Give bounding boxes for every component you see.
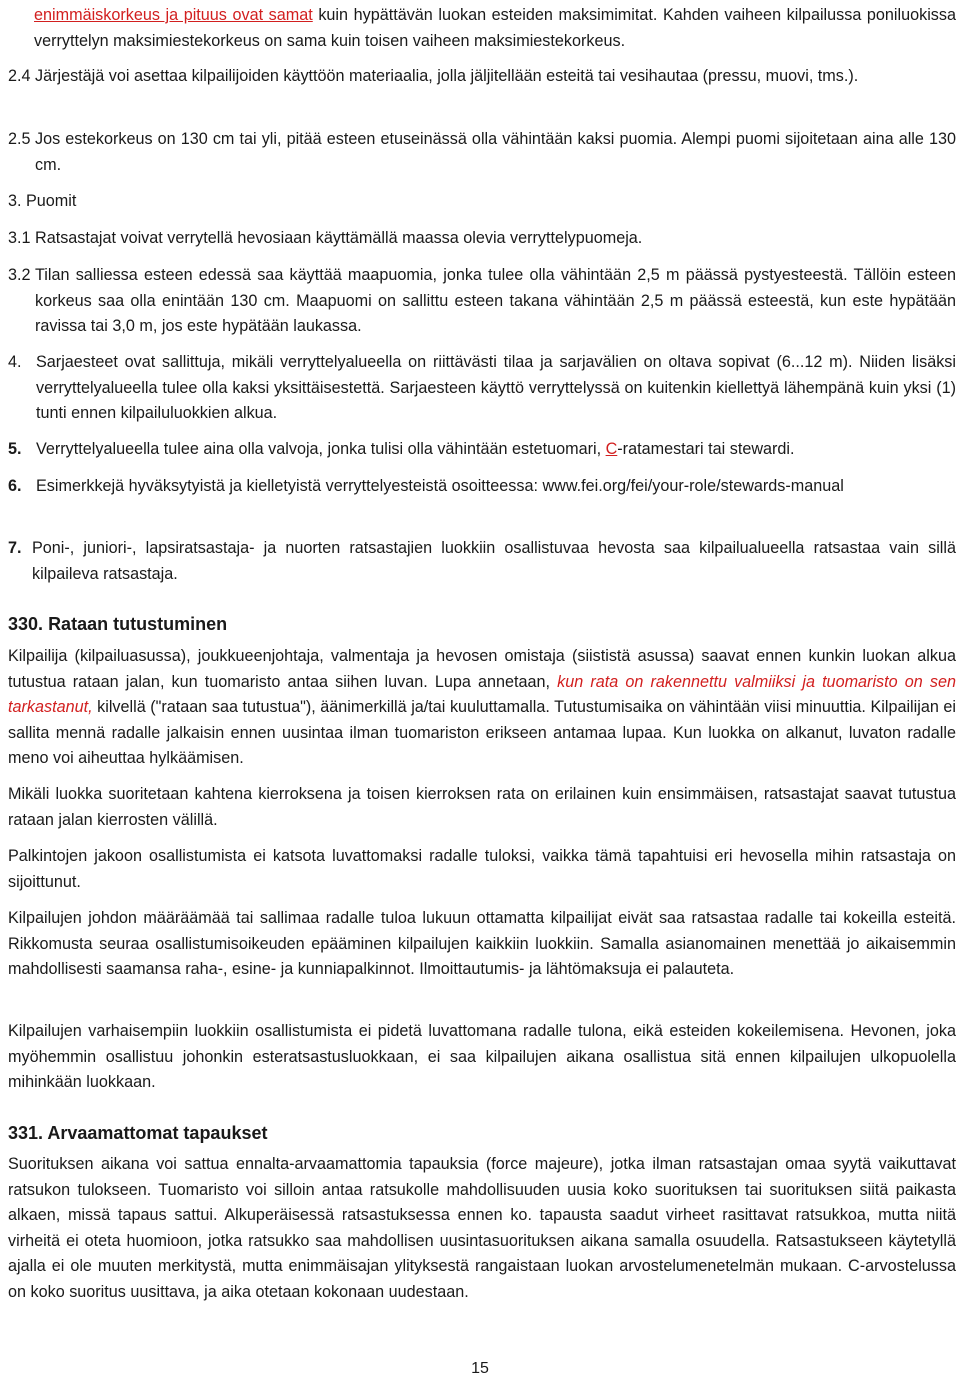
item-7: 7. Poni-, juniori-, lapsiratsastaja- ja nuorten ratsastajien luokkiin osallistuvaa hevosta saa kilpailualueella ratsastaa vain sillä kilpaileva ratsastaja. [8, 539, 956, 583]
paragraph-top: enimmäiskorkeus ja pituus ovat samat kuin hypättävän luokan esteiden maksimimitat. Kahden vaiheen kilpailussa poniluokissa verryttelyn maksimiestekorkeus on sama kuin toisen vaiheen maksimiestekorkeus. [34, 6, 956, 50]
s330-paragraph-2: Mikäli luokka suoritetaan kahtena kierroksena ja toisen kierroksen rata on erilainen kuin ensimmäisen, ratsastajat saavat tutustua rataan jalan kierrosten välillä. [8, 785, 956, 829]
s330-paragraph-3: Palkintojen jakoon osallistumista ei katsota luvattomaksi radalle tuloksi, vaikka tämä tapahtuisi eri hevosella mihin ratsastaja on sijoittunut. [8, 847, 956, 891]
section-331-heading: 331. Arvaamattomat tapaukset [8, 1123, 268, 1143]
red-italic-text: kun rata on rakennettu valmiiksi ja tuomaristo on sen tarkastanut, [8, 672, 956, 716]
red-c-letter: C [605, 440, 618, 458]
s330-paragraph-4: Kilpailujen johdon määräämää tai sallimaa radalle tuloa lukuun ottamatta kilpailijat eivät saa ratsastaa radalle tai kokeilla esteitä. Rikkomusta seuraa osallistumisoikeuden epääminen kilpailujen kaikkiin luokkiin. Samalla asianomainen menettää jo aikaisemmin mahdollisesti saamansa raha-, esine- ja kunniapalkinnot. Ilmoittautumis- ja lähtömaksuja ei palauteta. [8, 909, 956, 978]
section-330-heading: 330. Rataan tutustuminen [8, 614, 228, 634]
heading-puomit: 3. Puomit [8, 192, 77, 210]
red-underlined-text: enimmäiskorkeus ja pituus ovat samat [34, 6, 313, 24]
item-3-1: 3.1 Ratsastajat voivat verrytellä hevosiaan käyttämällä maassa olevia verryttelypuomeja. [8, 229, 643, 247]
s331-paragraph-1: Suorituksen aikana voi sattua ennalta-arvaamattomia tapauksia (force majeure), jotka ilman ratsastajan omaa syytä vaikuttavat ratsukon tulokseen. Tuomaristo voi silloin antaa ratsukolle mahdollisuuden uusia koko suorituksen tai suorituksen siitä paikasta alkaen, missä tapaus sattui. Alkuperäisessä ratsastuksessa ennen ko. tapausta saadut virheet rasittavat ratsukkoa, mutta niitä virheitä ei oteta huomioon, jotka ratsukko saa mahdollisen uusintasuorituksen aikana samalla osuudella. Ratsastukseen käytetyllä ajalla ei ole muuten merkitystä, mutta enimmäisajan ylityksestä rangaistaan luokan arvostelumenetelmän mukaan. C-arvostelussa on koko suoritus uusittava, ja aika otetaan kokonaan uudestaan. [8, 1155, 956, 1301]
item-2-4: 2.4 Järjestäjä voi asettaa kilpailijoiden käyttöön materiaalia, jolla jäljitellään esteitä tai vesihautaa (pressu, muovi, tms.). [8, 67, 859, 85]
item-5: 5. Verryttelyalueella tulee aina olla valvoja, jonka tulisi olla vähintään estetuomari, C-ratamestari tai stewardi. [8, 440, 795, 458]
item-6: 6. Esimerkkejä hyväksytyistä ja kielletyistä verryttelyesteistä osoitteessa: www.fei.org/fei/your-role/stewards-manual [8, 477, 844, 495]
s330-paragraph-1: Kilpailija (kilpailuasussa), joukkueenjohtaja, valmentaja ja hevosen omistaja (siististä asussa) saavat ennen kunkin luokan alkua tutustua rataan jalan, kun tuomaristo antaa siihen luvan. Lupa annetaan, kun rata on rakennettu valmiiksi ja tuomaristo on sen tarkastanut, kilvellä ("rataan saa tutustua"), äänimerkillä ja/tai kuuluttamalla. Tutustumisaika on vähintään viisi minuuttia. Kilpailijan ei sallita mennä radalle jalkaisin ennen uusintaa ilman tuomariston erikseen antamaa lupaa. Kun luokka on alkanut, luvaton radalle meno voi aiheuttaa hylkäämisen. [8, 647, 956, 767]
item-4-list: 4. Sarjaesteet ovat sallittuja, mikäli verryttelyalueella on riittävästi tilaa ja sarjavälien on oltava sopivat (6...12 m). Niiden lisäksi verryttelyalueella tulee olla kaksi yksittäisestettä. Sarjaesteen käyttö verryttelyssä on kuitenkin kiellettyä lähempänä kuin yksi (1) tunti ennen kilpailuluokkien alkua. [8, 353, 956, 422]
page-number: 15 [471, 1360, 489, 1377]
item-2-5: 2.5 Jos estekorkeus on 130 cm tai yli, pitää esteen etuseinässä olla vähintään kaksi puomia. Alempi puomi sijoitetaan aina alle 130 cm. [8, 130, 956, 174]
item-3-2: 3.2 Tilan salliessa esteen edessä saa käyttää maapuomia, jonka tulee olla vähintään 2,5 m päässä pystyesteestä. Tällöin esteen korkeus saa olla enintään 130 cm. Maapuomi on sallittu esteen takana vähintään 2,5 m päässä esteestä, kun este hypätään ravissa tai 3,0 m, jos este hypätään laukassa. [8, 266, 956, 335]
s330-paragraph-5: Kilpailujen varhaisempiin luokkiin osallistumista ei pidetä luvattomana radalle tulona, eikä esteiden kokeilemisena. Hevonen, joka myöhemmin osallistuu johonkin esteratsastusluokkaan, ei saa kilpailujen aikana osallistua sitä ennen kilpailujen ulkopuolella mihinkään luokkaan. [8, 1022, 956, 1091]
